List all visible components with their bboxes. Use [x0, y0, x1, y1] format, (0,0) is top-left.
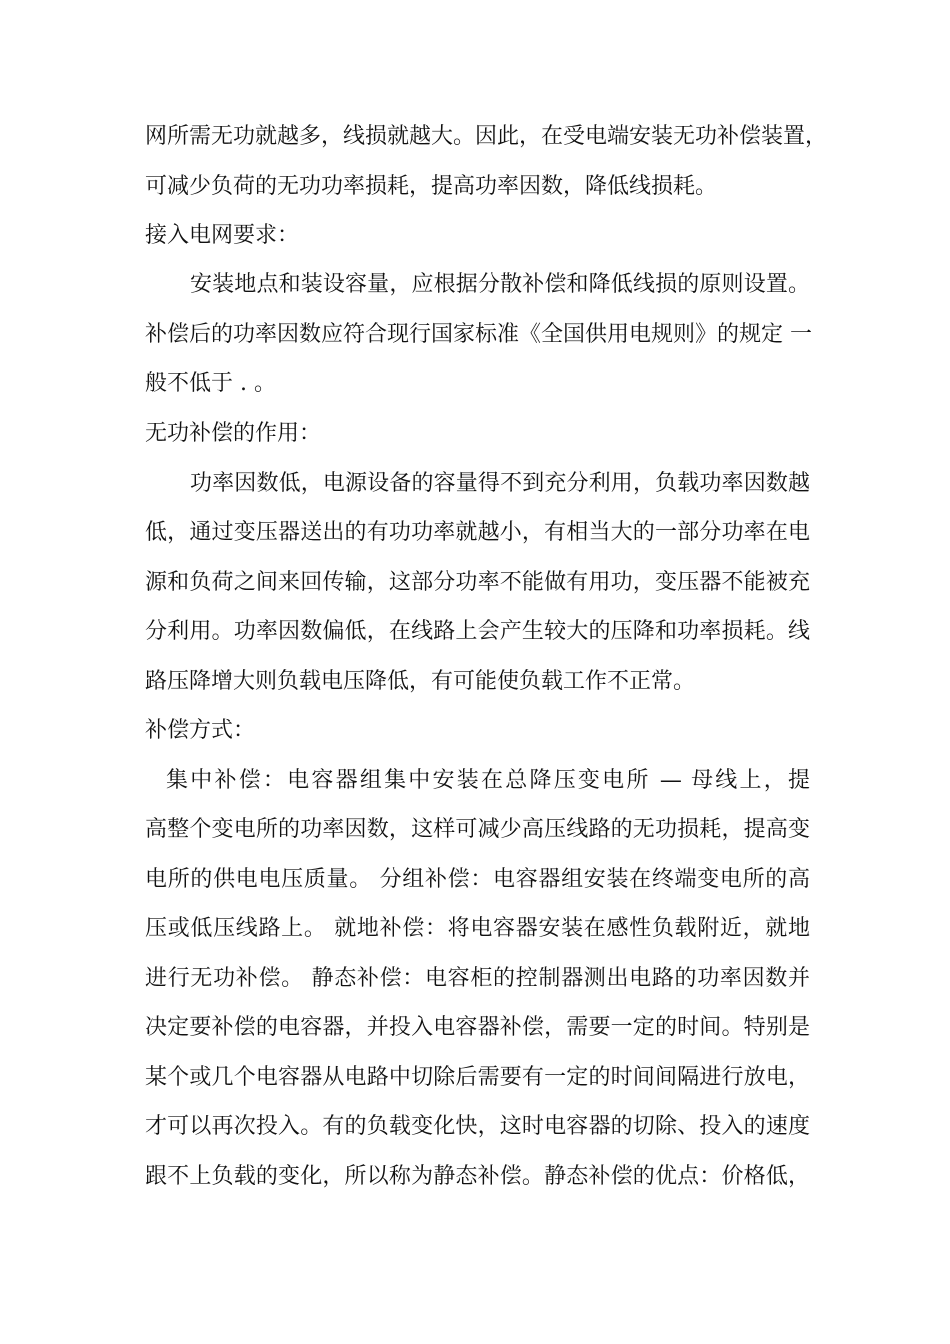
section-heading-compensation-effect: 无功补偿的作用： — [145, 421, 322, 446]
section-heading-compensation-methods: 补偿方式： — [145, 718, 256, 743]
text-line-5: 补偿后的功率因数应符合现行国家标准《全国供用电规则》的规定 一 — [145, 322, 812, 347]
text-line-11: 分利用。功率因数偏低，在线路上会产生较大的压降和功率损耗。线 — [145, 619, 810, 644]
text-line-20: 某个或几个电容器从电路中切除后需要有一定的时间间隔进行放电， — [145, 1065, 810, 1090]
text-line-6: 般不低于 . 。 — [145, 371, 276, 396]
section-heading-grid-requirements: 接入电网要求： — [145, 223, 300, 248]
text-line-4: 安装地点和装设容量，应根据分散补偿和降低线损的原则设置。 — [190, 272, 810, 297]
text-line-12: 路压降增大则负载电压降低，有可能使负载工作不正常。 — [145, 669, 696, 694]
text-line-15: 高整个变电所的功率因数，这样可减少高压线路的无功损耗，提高变 — [145, 817, 810, 842]
text-line-17: 压或低压线路上。 就地补偿：将电容器安装在感性负载附近，就地 — [145, 916, 810, 941]
text-line-1: 网所需无功就越多，线损就越大。因此，在受电端安装无功补偿装置， — [145, 124, 828, 149]
text-line-21: 才可以再次投入。有的负载变化快，这时电容器的切除、投入的速度 — [145, 1114, 810, 1139]
text-line-10: 源和负荷之间来回传输，这部分功率不能做有用功，变压器不能被充 — [145, 570, 810, 595]
text-line-2: 可减少负荷的无功功率损耗，提高功率因数，降低线损耗。 — [145, 174, 718, 199]
text-line-14: 集中补偿：电容器组集中安装在总降压变电所 — 母线上，提 — [166, 768, 810, 793]
text-line-18: 进行无功补偿。 静态补偿：电容柜的控制器测出电路的功率因数并 — [145, 966, 810, 991]
text-line-9: 低，通过变压器送出的有功功率就越小，有相当大的一部分功率在电 — [145, 520, 810, 545]
text-line-19: 决定要补偿的电容器，并投入电容器补偿，需要一定的时间。特别是 — [145, 1015, 810, 1040]
text-line-22: 跟不上负载的变化，所以称为静态补偿。静态补偿的优点：价格低， — [145, 1164, 810, 1189]
text-line-8: 功率因数低，电源设备的容量得不到充分利用，负载功率因数越 — [190, 471, 810, 496]
text-line-16: 电所的供电电压质量。 分组补偿：电容器组安装在终端变电所的高 — [145, 867, 810, 892]
